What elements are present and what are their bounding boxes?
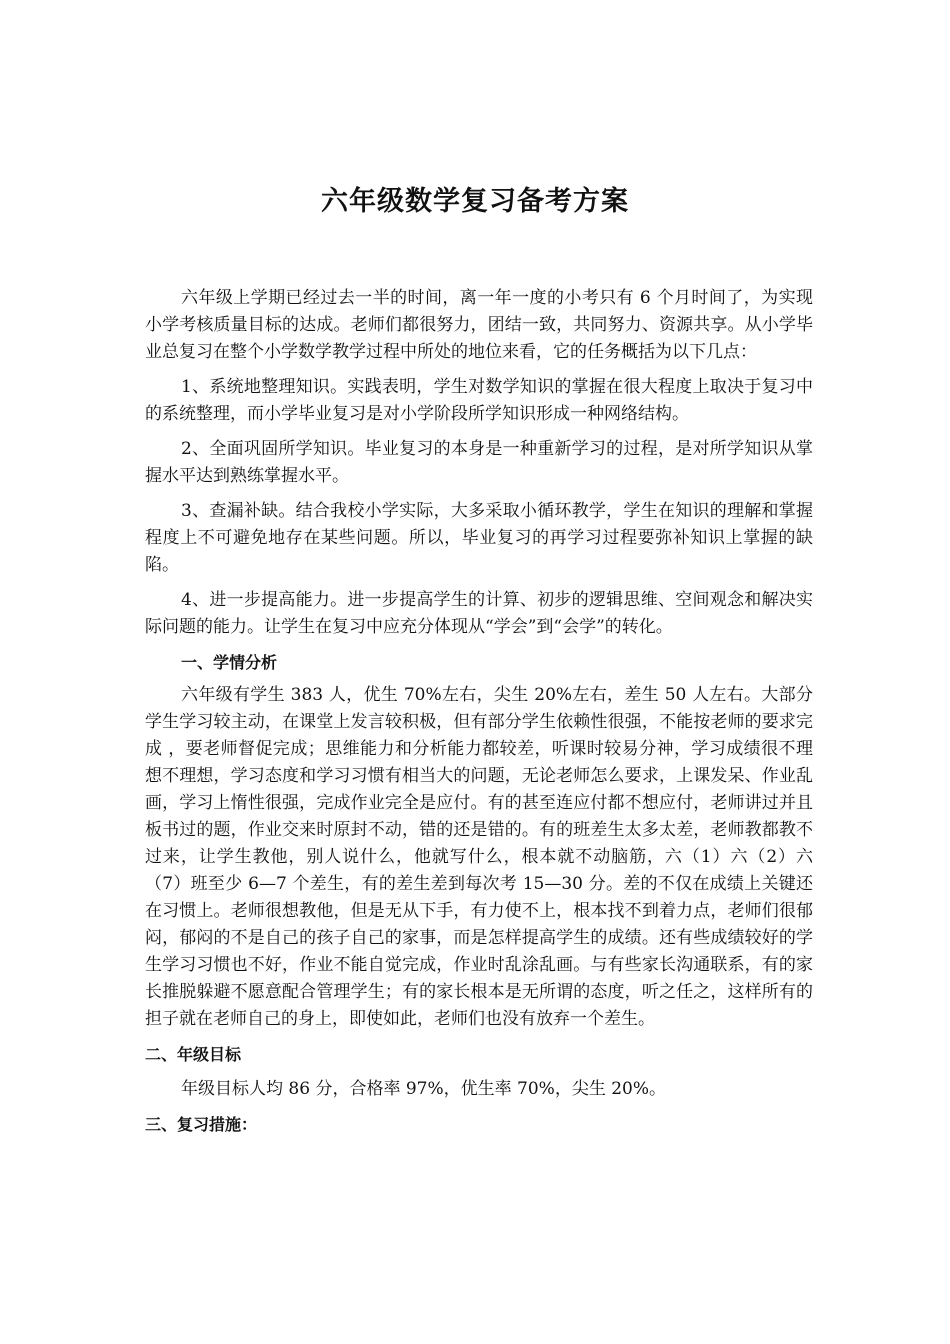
grade-goals-paragraph: 年级目标人均 86 分，合格率 97%，优生率 70%，尖生 20%。 [181, 1079, 667, 1099]
section-heading-student-analysis: 一、学情分析 [181, 653, 278, 672]
task-item-1: 1、系统地整理知识。实践表明，学生对数学知识的掌握在很大程度上取决于复习中的系统整理，而小学毕业复习是对小学阶段所学知识形成一种网络结构。 [145, 377, 813, 424]
document-body [145, 285, 813, 1146]
document-title: 六年级数学复习备考方案 [321, 186, 629, 217]
section-heading-review-measures: 三、复习措施： [145, 1115, 258, 1134]
intro-paragraph: 六年级上学期已经过去一半的时间，离一年一度的小考只有 6 个月时间了，为实现小学考核质量目标的达成。老师们都很努力，团结一致，共同努力、资源共享。从小学毕业总复习在整个小学数学教学过程中所处的地位来看，它的任务概括为以下几点： [145, 288, 813, 362]
task-item-3: 3、查漏补缺。结合我校小学实际，大多采取小循环教学，学生在知识的理解和掌握程度上不可避免地存在某些问题。所以，毕业复习的再学习过程要弥补知识上掌握的缺陷。 [145, 501, 813, 575]
section-heading-grade-goals: 二、年级目标 [145, 1045, 242, 1064]
student-analysis-paragraph: 六年级有学生 383 人，优生 70%左右，尖生 20%左右，差生 50 人左右。大部分学生学习较主动，在课堂上发言较积极，但有部分学生依赖性很强，不能按老师的要求完成 ，要老师督促完成；思维能力和分析能力都较差，听课时较易分神，学习成绩很不理想不理想，学习态度和学习习惯有相当大的问题，无论老师怎么要求，上课发呆、作业乱画，学习上惰性很强，完成作业完全是应付。有的甚至连应付都不想应付，老师讲过并且板书过的题，作业交来时原封不动，错的还是错的。有的班差生太多太差，老师教都教不过来，让学生教他，别人说什么，他就写什么，根本就不动脑筋，六（1）六（2）六（7）班至少 6—7 个差生，有的差生差到每次考 15—30 分。差的不仅在成绩上关键还在习惯上。老师很想教他，但是无从下手，有力使不上，根本找不到着力点，老师们很郁闷，郁闷的不是自己的孩子自己的家事，而是怎样提高学生的成绩。还有些成绩较好的学生学习习惯也不好，作业不能自觉完成，作业时乱涂乱画。与有些家长沟通联系，有的家长推脱躲避不愿意配合管理学生；有的家长根本是无所谓的态度，听之任之，这样所有的担子就在老师自己的身上，即使如此，老师们也没有放弃一个差生。 [145, 685, 813, 1029]
task-item-2: 2、全面巩固所学知识。毕业复习的本身是一种重新学习的过程，是对所学知识从掌握水平达到熟练掌握水平。 [145, 439, 813, 486]
task-item-4: 4、进一步提高能力。进一步提高学生的计算、初步的逻辑思维、空间观念和解决实际问题的能力。让学生在复习中应充分体现从“学会”到“会学”的转化。 [145, 590, 813, 637]
